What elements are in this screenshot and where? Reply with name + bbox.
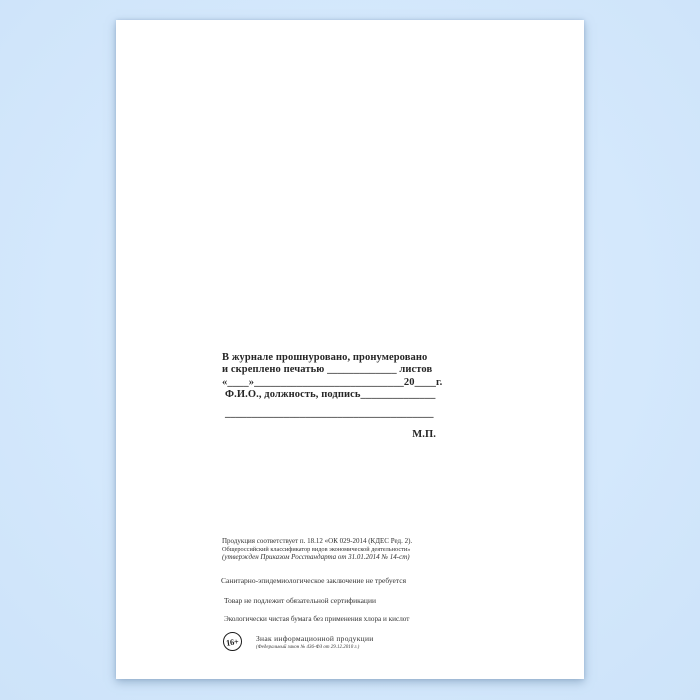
stamp-line-4: Ф.И.О., должность, подпись______________ [225, 389, 436, 401]
age-rating-value: 16+ [225, 635, 240, 648]
stamp-line-1: В журнале прошнуровано, пронумеровано [222, 352, 428, 363]
age-rating-16plus-icon [223, 632, 242, 651]
stamp-line-3: «____»____________________________20____г. [222, 376, 443, 388]
stitching-certification-block [222, 352, 443, 441]
signature-underline-row: _______________________________________ [225, 407, 434, 419]
stamp-place-label: М.П. [412, 429, 436, 441]
ecology-statement: Экологически чистая бумага без применения хлора и кислот [224, 615, 410, 623]
sanitary-statement: Санитарно-эпидемиологическое заключение не требуется [221, 576, 407, 585]
compliance-paragraph-line-3: (утвержден Приказом Росстандарта от 31.01.2014 № 14-ст) [222, 553, 410, 561]
age-rating-text [256, 632, 374, 650]
journal-back-page [116, 20, 584, 679]
age-rating-label: Знак информационной продукции [256, 634, 374, 643]
age-rating-row [223, 632, 374, 651]
compliance-paragraph-line-1: Продукция соответствует п. 18.12 «ОК 029-2014 (КДЕС Ред. 2). [222, 537, 413, 545]
age-rating-law-reference: (Федеральный закон № 436-ФЗ от 29.12.2010 г.) [256, 644, 360, 650]
stamp-line-2: и скреплено печатью _____________ листов [222, 364, 433, 376]
compliance-paragraph-line-2: Общероссийский классификатор видов экономической деятельности» [222, 545, 411, 553]
certification-statement: Товар не подлежит обязательной сертификации [224, 596, 376, 605]
